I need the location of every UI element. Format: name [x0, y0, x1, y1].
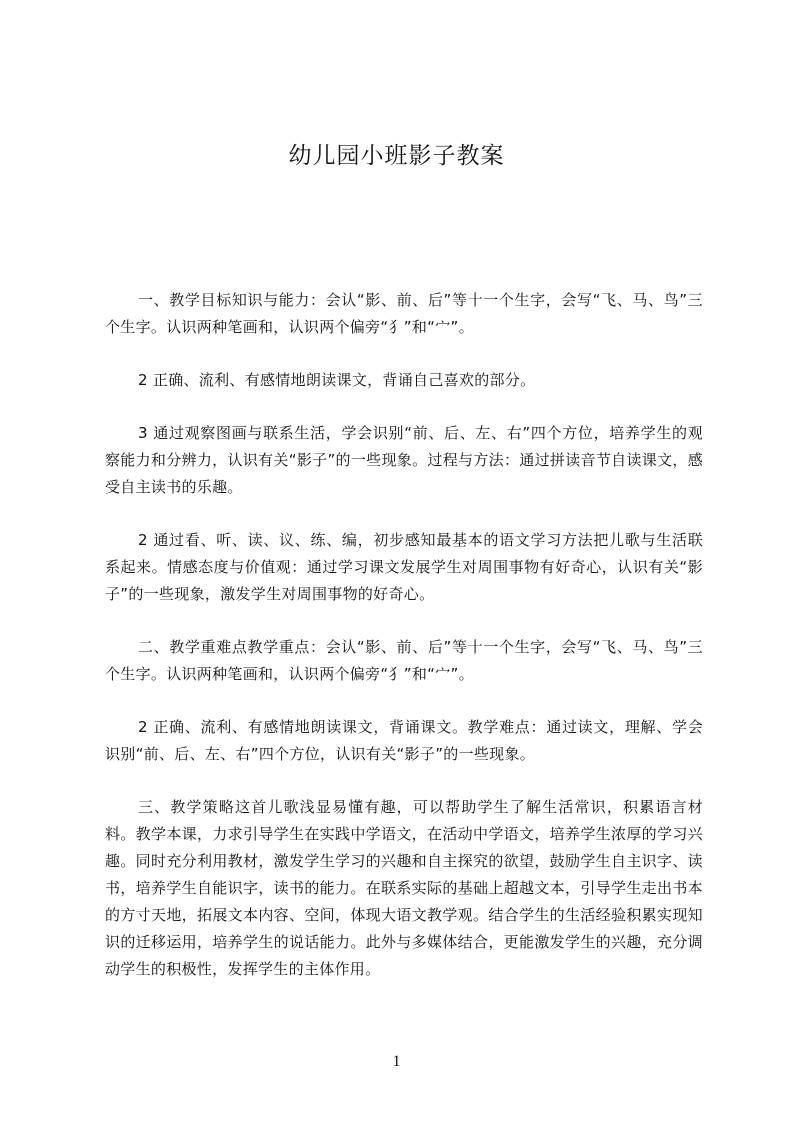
paragraph-reading-goal: 2 正确、流利、有感情地朗读课文，背诵自己喜欢的部分。	[138, 371, 536, 389]
paragraph-difficulties: 2 正确、流利、有感情地朗读课文，背诵课文。教学难点：通过读文，理解、学会识别“前、后、左、右”四个方位，认识有关“影子”的一些现象。	[105, 718, 703, 763]
paragraph-observation-goal: 3 通过观察图画与联系生活，学会识别“前、后、左、右”四个方位，培养学生的观察能力和分辨力，认识有关“影子”的一些现象。过程与方法：通过拼读音节自读课文，感受自主读书的乐趣。	[105, 424, 703, 496]
paragraph-key-points: 二、教学重难点教学重点：会认“影、前、后”等十一个生字，会写“飞、马、鸟”三个生字。认识两种笔画和，认识两个偏旁“犭”和“宀”。	[105, 638, 703, 683]
page-number: 1	[392, 1053, 401, 1070]
paragraph-teaching-objectives: 一、教学目标知识与能力：会认“影、前、后”等十一个生字，会写“飞、马、鸟”三个生字。认识两种笔画和，认识两个偏旁“犭”和“宀”。	[105, 291, 703, 336]
document-title: 幼儿园小班影子教案	[288, 143, 505, 169]
paragraph-teaching-strategy: 三、教学策略这首儿歌浅显易懂有趣，可以帮助学生了解生活常识，积累语言材料。教学本课，力求引导学生在实践中学语文，在活动中学语文，培养学生浓厚的学习兴趣。同时充分利用教材，激发学生学习的兴趣和自主探究的欲望，鼓励学生自主识字、读书，培养学生自能识字，读书的能力。在联系实际的基础上超越文本，引导学生走出书本的方寸天地，拓展文本内容、空间，体现大语文教学观。结合学生的生活经验积累实现知识的迁移运用，培养学生的说话能力。此外与多媒体结合，更能激发学生的兴趣，充分调动学生的积极性，发挥学生的主体作用。	[105, 798, 703, 978]
document-body	[105, 287, 703, 1009]
paragraph-method-goal: 2 通过看、听、读、议、练、编，初步感知最基本的语文学习方法把儿歌与生活联系起来。情感态度与价值观：通过学习课文发展学生对周围事物有好奇心，认识有关“影子”的一些现象，激发学生对周围事物的好奇心。	[105, 531, 703, 603]
